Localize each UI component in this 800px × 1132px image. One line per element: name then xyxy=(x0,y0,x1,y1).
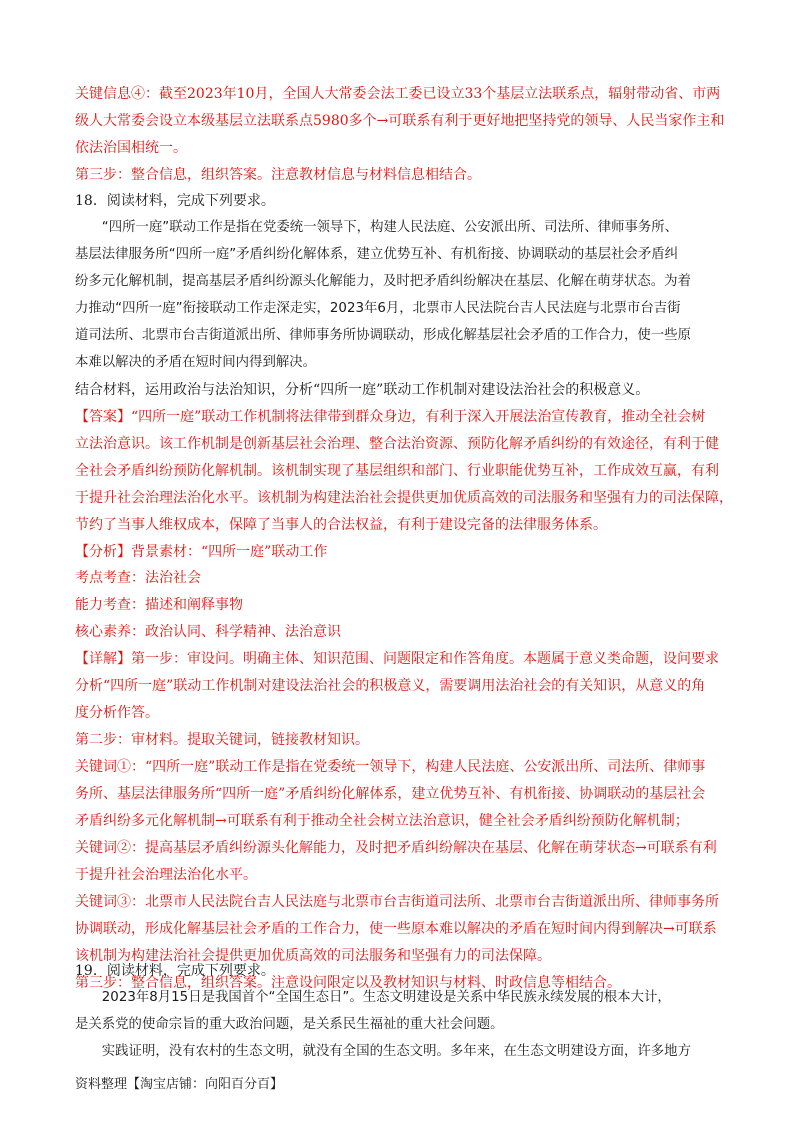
answer-line: 立法治意识。该工作机制是创新基层社会治理、整合法治资源、预防化解矛盾纠纷的有效途径，有利于健 xyxy=(75,436,719,452)
text-line: 第三步：整合信息，组织答案。注意教材信息与材料信息相结合。 xyxy=(75,167,481,183)
question-18-heading: 18．阅读材料，完成下列要求。 xyxy=(75,193,275,209)
text-line: 级人大常委会设立本级基层立法联系点5980多个→可联系有利于更好地把坚持党的领导、人民当家作主和 xyxy=(75,113,725,129)
explanation-line: 【详解】第一步：审设问。明确主体、知识范围、问题限定和作答角度。本题属于意义类命题，设问要求 xyxy=(75,651,719,667)
explanation-line: 关键词③：北票市人民法院台吉人民法庭与北票市台吉街道司法所、北票市台吉街道派出所、律师事务所 xyxy=(75,894,719,910)
material-line: 纷多元化解机制，提高基层矛盾纠纷源头化解能力，及时把矛盾纠纷解决在基层、化解在萌芽状态。为着 xyxy=(75,274,691,289)
material-line: “四所一庭”联动工作是指在党委统一领导下，构建人民法庭、公安派出所、司法所、律师事务所、 xyxy=(75,220,679,235)
answer-line: 【答案】“四所一庭”联动工作机制将法律带到群众身边，有利于深入开展法治宣传教育，推动全社会树 xyxy=(75,409,706,425)
explanation-line: 第二步：审材料。提取关键词，链接教材知识。 xyxy=(75,732,369,748)
explanation-line: 第三步：整合信息，组织答案。注意设问限定以及教材知识与材料、时政信息等相结合。 xyxy=(75,975,621,991)
analysis-line: 【分析】背景素材：“四所一庭”联动工作 xyxy=(75,544,328,560)
page-footer: 资料整理【淘宝店铺：向阳百分百】 xyxy=(75,1077,284,1092)
analysis-line: 考点考查：法治社会 xyxy=(75,570,201,586)
explanation-line: 矛盾纠纷多元化解机制→可联系有利于推动全社会树立法治意识，健全社会矛盾纠纷预防化解机制； xyxy=(75,813,689,829)
explanation-line: 于提升社会治理法治化水平。 xyxy=(75,867,257,883)
explanation-line: 关键词②：提高基层矛盾纠纷源头化解能力，及时把矛盾纠纷解决在基层、化解在萌芽状态→可联系有利 xyxy=(75,840,717,856)
material-line: 2023年8月15日是我国首个“全国生态日”。生态文明建设是关系中华民族永续发展的根本大计， xyxy=(75,990,671,1005)
material-line: 实践证明，没有农村的生态文明，就没有全国的生态文明。多年来，在生态文明建设方面，许多地方 xyxy=(75,1044,691,1059)
question-19-heading: 19．阅读材料，完成下列要求。 xyxy=(75,963,275,979)
text-line: 依法治国相统一。 xyxy=(75,140,187,156)
explanation-line: 度分析作答。 xyxy=(75,705,159,721)
material-line: 本难以解决的矛盾在短时间内得到解决。 xyxy=(75,355,317,370)
answer-line: 于提升社会治理法治化水平。该机制为构建法治社会提供更加优质高效的司法服务和坚强有力的司法保障， xyxy=(75,490,733,506)
explanation-line: 分析“四所一庭”联动工作机制对建设法治社会的积极意义，需要调用法治社会的有关知识，从意义的角 xyxy=(75,678,706,694)
text-line: 关键信息④：截至2023年10月，全国人大常委会法工委已设立33个基层立法联系点，辐射带动省、市两 xyxy=(75,86,721,102)
material-line: 基层法律服务所“四所一庭”矛盾纠纷化解体系，建立优势互补、有机衔接、协调联动的基层社会矛盾纠 xyxy=(75,247,679,262)
explanation-line: 该机制为构建法治社会提供更加优质高效的司法服务和坚强有力的司法保障。 xyxy=(75,948,551,964)
explanation-line: 关键词①：“四所一庭”联动工作是指在党委统一领导下，构建人民法庭、公安派出所、司法所、律师事 xyxy=(75,759,706,775)
answer-line: 全社会矛盾纠纷预防化解机制。该机制实现了基层组织和部门、行业职能优势互补，工作成效互赢，有利 xyxy=(75,463,719,479)
analysis-line: 核心素养：政治认同、科学精神、法治意识 xyxy=(75,624,341,640)
material-line: 道司法所、北票市台吉街道派出所、律师事务所协调联动，形成化解基层社会矛盾的工作合力，使一些原 xyxy=(75,328,691,343)
explanation-line: 务所、基层法律服务所“四所一庭”矛盾纠纷化解体系，建立优势互补、有机衔接、协调联动的基层社会 xyxy=(75,786,706,802)
analysis-line: 能力考查：描述和阐释事物 xyxy=(75,597,243,613)
material-line: 是关系党的使命宗旨的重大政治问题，是关系民生福祉的重大社会问题。 xyxy=(75,1017,504,1032)
answer-line: 节约了当事人维权成本，保障了当事人的合法权益，有利于建设完备的法律服务体系。 xyxy=(75,517,607,533)
material-line: 力推动“四所一庭”衔接联动工作走深走实，2023年6月，北票市人民法院台吉人民法庭与北票市台吉街 xyxy=(75,301,681,316)
question-prompt: 结合材料，运用政治与法治知识，分析“四所一庭”联动工作机制对建设法治社会的积极意义。 xyxy=(75,382,650,398)
explanation-line: 协调联动，形成化解基层社会矛盾的工作合力，使一些原本难以解决的矛盾在短时间内得到解决→可联系 xyxy=(75,921,717,937)
